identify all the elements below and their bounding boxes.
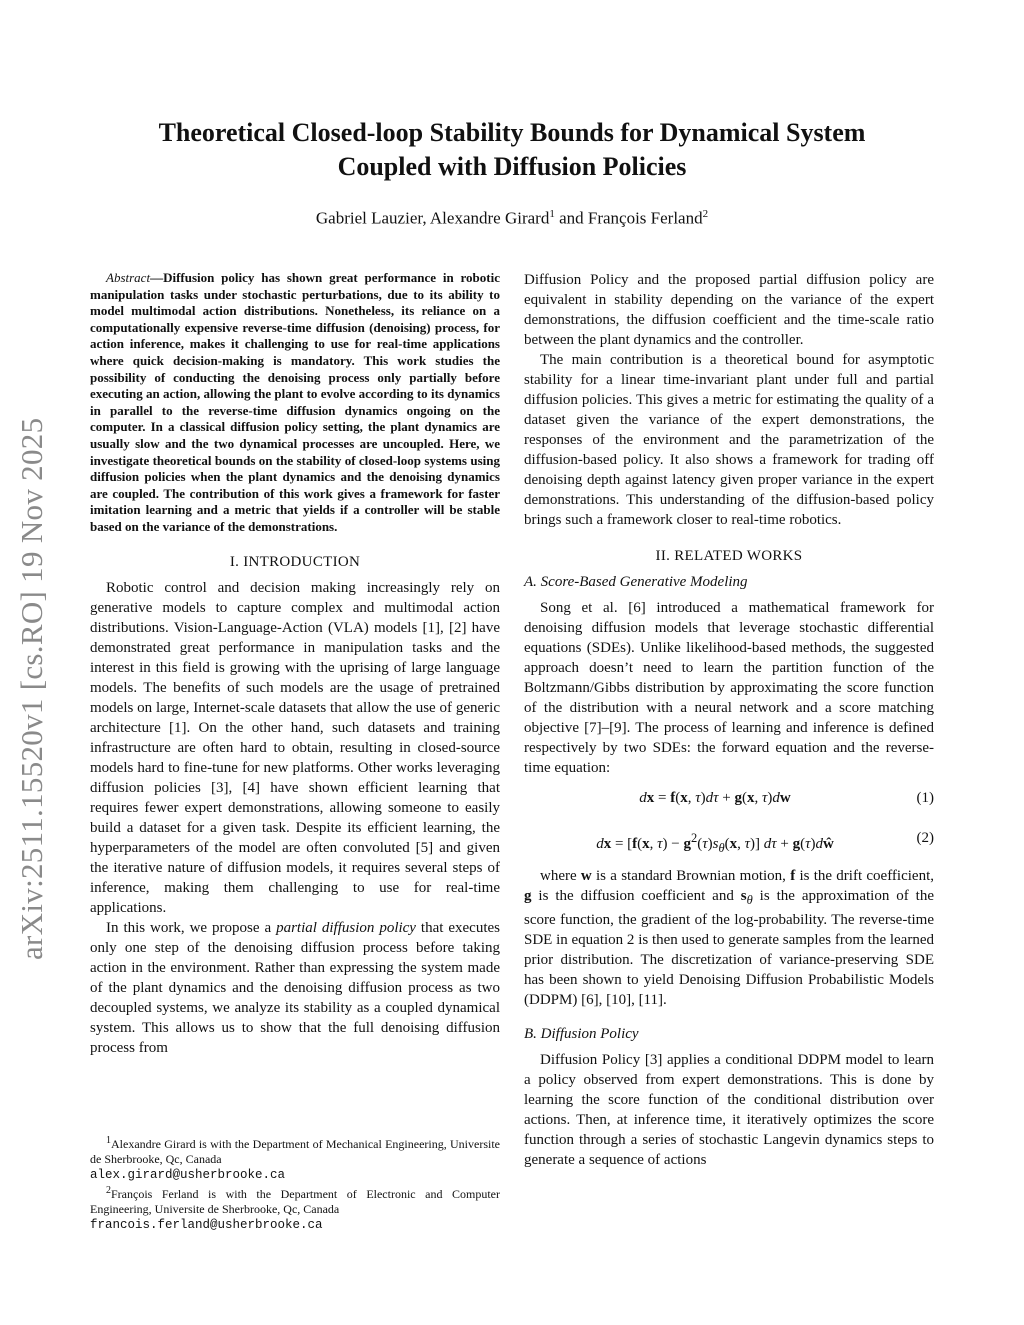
paper-title — [80, 116, 944, 184]
author-affiliation-mark-1: 1 — [549, 208, 555, 220]
symbol-g: g — [524, 888, 532, 904]
footnote-1-mark: 1 — [106, 1135, 111, 1146]
where-text-3: is the drift coefficient, — [795, 868, 934, 884]
author-names-1: Gabriel Lauzier, Alexandre Girard — [315, 208, 550, 228]
subsection-heading-score-based: A. Score-Based Generative Modeling — [524, 574, 748, 590]
diffusion-policy-paragraph: Diffusion Policy [3] applies a conditional DDPM model to learn a policy observed from expert demonstrations. This is done by learning the score function of the conditional distribution over actions. Then, at inference time, it iteratively optimizes the score function through a series of stochastic Langevin dynamics steps to generate a sequence of actions — [524, 1052, 934, 1168]
symbol-theta: θ — [746, 893, 753, 907]
equation-explanation-paragraph — [524, 866, 934, 1010]
intro-paragraph-2 — [90, 918, 500, 1058]
author-affiliation-mark-2: 2 — [702, 208, 709, 220]
footnote-1-email: alex.girard@usherbrooke.ca — [90, 1168, 286, 1182]
symbol-w: w — [580, 868, 592, 884]
equation-1-expression: dx = f(x, τ)dτ + g(x, τ)dw — [639, 790, 791, 806]
footnotes — [90, 1133, 500, 1233]
right-column — [524, 270, 934, 1170]
left-column — [90, 270, 500, 1058]
equation-1 — [524, 778, 934, 818]
equation-2 — [524, 818, 934, 866]
footnote-2-email: francois.ferland@usherbrooke.ca — [90, 1218, 323, 1232]
footnote-1 — [90, 1133, 500, 1183]
intro-continued-paragraph: Diffusion Policy and the proposed partial diffusion policy are equivalent in stability depending on the variance of the expert demonstrations, the diffusion coefficient and the time-scale ratio between the plant dynamics and the controller. — [524, 272, 934, 348]
section-heading-introduction: I. INTRODUCTION — [229, 553, 361, 570]
author-list — [80, 208, 944, 229]
intro-p2-start: In this work, we propose a — [106, 919, 277, 936]
footnote-2-text: François Ferland is with the Department of Electronic and Computer Engineering, Universite de Sherbrooke, Qc, Canada — [90, 1187, 500, 1216]
arxiv-stamp: arXiv:2511.15520v1 [cs.RO] 19 Nov 2025 — [14, 417, 49, 960]
where-text-2: is a standard Brownian motion, — [591, 868, 791, 884]
main-contribution-paragraph: The main contribution is a theoretical bound for asymptotic stability for a linear time-invariant plant under full and partial diffusion policies. This gives a metric for estimating the quality of a dataset given the variance of the expert demonstrations, the responses of the environment and the parametrization of the diffusion-based policy. It also shows a framework for trading off denoising depth against latency given proper variance in the expert demonstrations. This understanding of the diffusion-based policy brings such a framework closer to real-time robotics. — [524, 352, 934, 528]
abstract — [90, 270, 500, 536]
section-heading-related-works: II. RELATED WORKS — [655, 548, 803, 564]
abstract-text: —Diffusion policy has shown great performance in robotic manipulation tasks under stochastic perturbations, due to its ability to model multimodal action distributions. Nonetheless, its reliance on a computationally expensive reverse-time diffusion (denoising) process, for action inference, makes it challenging to use for real-time applications where quick decision-making is mandatory. This work studies the possibility of conducting the denoising process only partially before executing an action, allowing the plant to evolve according to its dynamics in parallel to the reverse-time diffusion dynamics ongoing on the computer. In a classical diffusion policy setting, the plant dynamics are usually slow and the two dynamical processes are uncoupled. Here, we investigate theoretical bounds on the stability of closed-loop systems using diffusion policies when the plant dynamics and the denoising dynamics are coupled. The contribution of this work gives a framework for faster imitation learning and a metric that yields if a controller will be stable based on the variance of the demonstrations. — [90, 270, 500, 534]
footnote-2-mark: 2 — [106, 1185, 111, 1196]
where-text-4: is the diffusion coefficient and — [531, 888, 741, 904]
abstract-label: Abstract — [106, 270, 151, 285]
intro-paragraph-1: Robotic control and decision making increasingly rely on generative models to capture complex and multimodal action distributions. Vision-Language-Action (VLA) models [1], [2] have demonstrated great performance in manipulation tasks and the interest in this field is growing with the uprising of large language models. The benefits of such models are the usage of pretrained models on large, Internet-scale datasets that allow the use of generic architecture [1]. On the other hand, such datasets and training infrastructure are often hard to obtain, resulting in closed-source models hard to fine-tune for new platforms. Other works leveraging diffusion policies [3], [4] have shown efficient learning that requires fewer expert demonstrations, allowing someone to easily build a dataset for a given task. Despite its efficient learning, the hyperparameters of the model are often convoluted [5] and given the iterative nature of diffusion models, it requires several steps of inference, making them challenging to use for real-time applications. — [90, 579, 500, 916]
equation-2-number: (2) — [916, 830, 934, 846]
symbol-s: s — [740, 888, 747, 904]
equation-1-number: (1) — [916, 790, 934, 806]
symbol-f: f — [790, 868, 796, 884]
intro-p2-emphasis: partial diffusion policy — [276, 919, 416, 936]
subsection-heading-diffusion-policy: B. Diffusion Policy — [524, 1026, 639, 1042]
title-line-2: Coupled with Diffusion Policies — [337, 152, 687, 181]
where-text-5: is the approximation of the score function, the gradient of the log-probability. The reverse-time SDE in equation 2 is then used to generate samples from the learned prior distribution. The discretization of variance-preserving SDE has been shown to yield Denoising Diffusion Probabilistic Models (DDPM) [6], [10], [11]. — [524, 888, 934, 1008]
title-line-1: Theoretical Closed-loop Stability Bounds for Dynamical System — [158, 118, 866, 147]
author-names-2: and François Ferland — [554, 208, 703, 228]
score-based-paragraph: Song et al. [6] introduced a mathematical framework for denoising diffusion models that leverage stochastic differential equations (SDEs). Unlike likelihood-based methods, the suggested approach doesn’t need to learn the partition function of the Boltzmann/Gibbs distribution by approximating the score function of the distribution with a neural network and a score matching objective [7]–[9]. The process of learning and inference is defined respectively by two SDEs: the forward equation and the reverse-time equation: — [524, 600, 934, 776]
equation-2-expression: dx = [f(x, $\tau) - g^2(\tau)s_\theta(x$, τ)] dτ + g(τ)dŵ — [596, 831, 834, 855]
intro-p2-rest: that executes only one step of the denoising diffusion process before taking action in the environment. Rather than expressing the system made of the plant dynamics and the denoising diffusion process as two decoupled systems, we analyze its stability as a coupled dynamical system. This allows us to show that the full denoising diffusion process from — [90, 919, 501, 1056]
footnote-1-text: Alexandre Girard is with the Department of Mechanical Engineering, Universite de Sherbrooke, Qc, Canada — [90, 1137, 500, 1166]
footnote-2 — [90, 1183, 500, 1233]
where-text-1: where — [540, 868, 581, 884]
